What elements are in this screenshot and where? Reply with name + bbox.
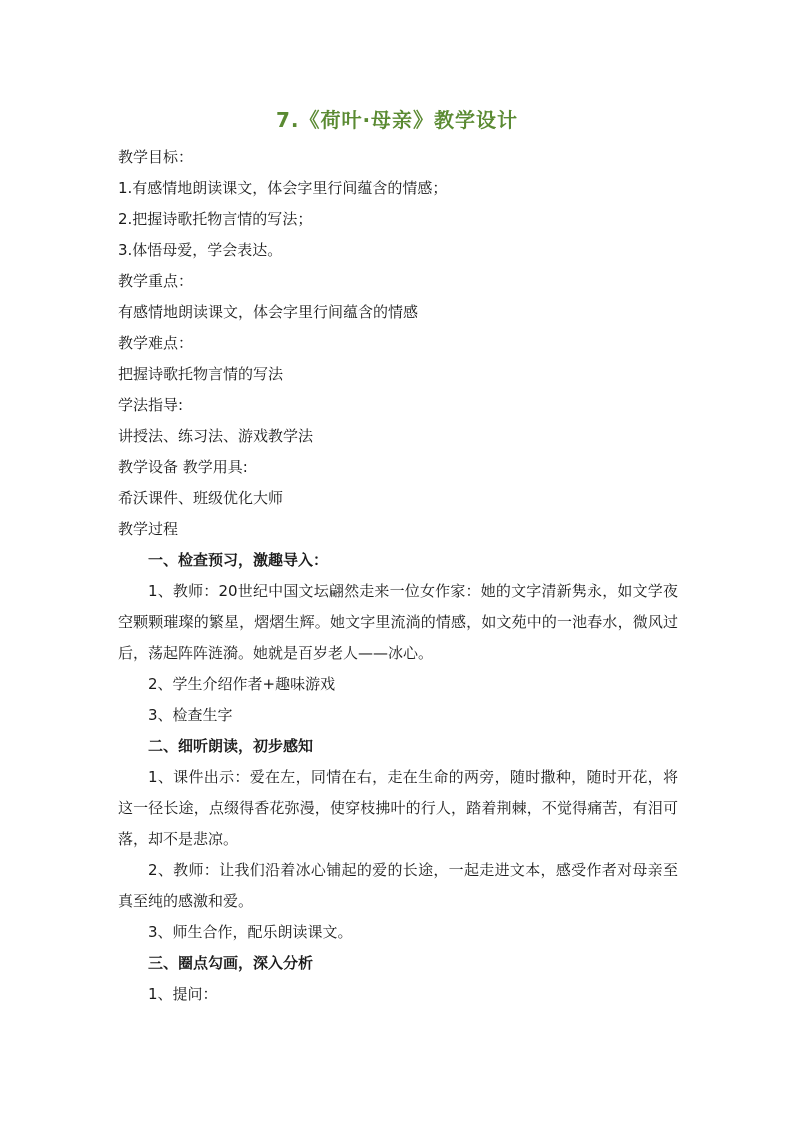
section-item: 2、学生介绍作者+趣味游戏 xyxy=(148,675,336,693)
methods-heading: 学法指导: xyxy=(118,396,184,414)
section-paragraph: 1、教师：20世纪中国文坛翩然走来一位女作家：她的文字清新隽永，如文学夜空颗颗璀璨的繁星，熠熠生辉。她文字里流淌的情感，如文苑中的一池春水，微风过后，荡起阵阵涟漪。她就是百岁老人——冰心。 xyxy=(118,582,678,662)
key-points-text: 有感情地朗读课文，体会字里行间蕴含的情感 xyxy=(118,303,419,321)
objective-item: 1.有感情地朗读课文，体会字里行间蕴含的情感； xyxy=(118,179,448,197)
section-heading: 三、圈点勾画，深入分析 xyxy=(148,954,314,972)
document-title: 7.《荷叶·母亲》教学设计 xyxy=(275,108,519,132)
difficulties-heading: 教学难点： xyxy=(118,334,194,352)
section-item: 3、检查生字 xyxy=(148,706,233,724)
section-item: 1、提问： xyxy=(148,985,218,1003)
equipment-text: 希沃课件、班级优化大师 xyxy=(118,489,284,507)
section-heading: 二、细听朗读，初步感知 xyxy=(148,737,314,755)
objective-item: 3.体悟母爱，学会表达。 xyxy=(118,241,283,259)
methods-text: 讲授法、练习法、游戏教学法 xyxy=(118,427,314,445)
key-points-heading: 教学重点： xyxy=(118,272,194,290)
section-paragraph: 1、课件出示：爱在左，同情在右，走在生命的两旁，随时撒种，随时开花，将这一径长途，点缀得香花弥漫，使穿枝拂叶的行人，踏着荆棘，不觉得痛苦，有泪可落，却不是悲凉。 xyxy=(118,768,678,848)
section-paragraph: 2、教师：让我们沿着冰心铺起的爱的长途，一起走进文本，感受作者对母亲至真至纯的感激和爱。 xyxy=(118,861,678,910)
section-item: 3、师生合作，配乐朗读课文。 xyxy=(148,923,353,941)
process-heading: 教学过程 xyxy=(118,520,179,538)
equipment-heading: 教学设备 教学用具: xyxy=(118,458,248,476)
section-heading: 一、检查预习，激趣导入： xyxy=(148,551,329,569)
objective-item: 2.把握诗歌托物言情的写法； xyxy=(118,210,313,228)
document-body xyxy=(118,142,678,1010)
difficulties-text: 把握诗歌托物言情的写法 xyxy=(118,365,284,383)
objectives-heading: 教学目标： xyxy=(118,148,194,166)
